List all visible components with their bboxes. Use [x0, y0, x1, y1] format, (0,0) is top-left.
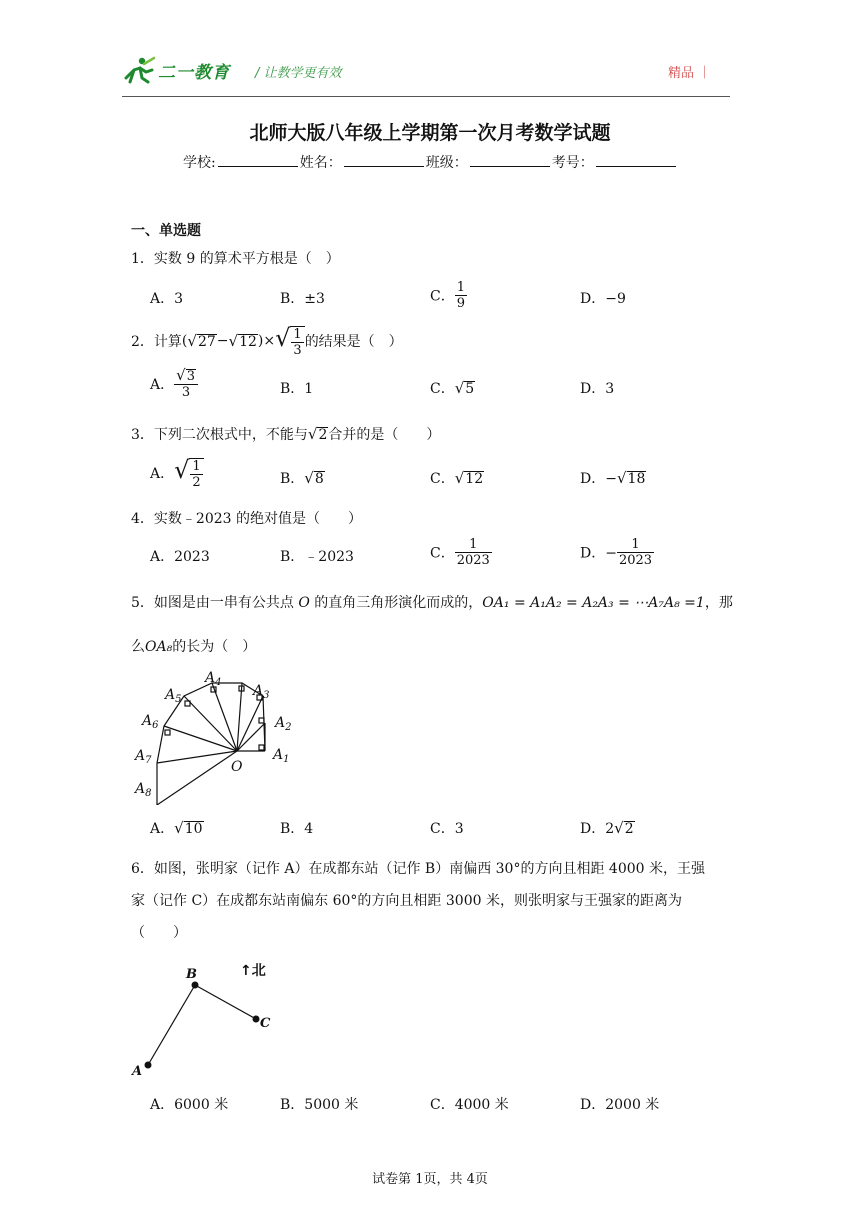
q2-option-c-label: C．: [430, 381, 455, 397]
q2-option-a[interactable]: [150, 368, 198, 400]
q1-option-b[interactable]: B．±3: [280, 291, 325, 307]
point-b-dot: [192, 982, 199, 989]
q3-option-c-sqrt: √12: [454, 469, 484, 487]
class-blank[interactable]: [470, 154, 550, 167]
q3-option-a[interactable]: [150, 456, 204, 490]
question-4-stem: 4．实数﹣2023 的绝对值是（ ）: [131, 511, 362, 527]
q6-option-b[interactable]: B．5000 米: [280, 1097, 359, 1113]
q6-option-c[interactable]: C．4000 米: [430, 1097, 509, 1113]
fig-label-a7: $A_7$: [135, 748, 152, 766]
q4-option-a[interactable]: A．2023: [150, 549, 210, 565]
q5-stem2-pre: 么: [131, 639, 145, 655]
fig-label-a2: $A_2$: [275, 715, 292, 733]
question-3-stem: [131, 424, 440, 444]
q3-option-b-label: B．: [280, 471, 305, 487]
q1-option-a[interactable]: A．3: [150, 291, 184, 307]
student-info-line: [183, 152, 678, 172]
q1-c-numerator: 1: [456, 280, 465, 295]
q5-option-d-sqrt: √2: [614, 819, 634, 837]
q2-sqrt-12: √12: [228, 331, 257, 350]
q5-option-d[interactable]: [580, 818, 635, 838]
q5-stem-o: O: [298, 595, 310, 611]
q5-stem2-oa8: OA₈: [145, 639, 173, 655]
question-5-stem-line-2: [131, 636, 256, 656]
q2-stem-pre: 2．计算: [131, 333, 182, 350]
q5-stem2-post: 的长为（ ）: [172, 639, 257, 655]
q4-option-c-fraction: $\frac{1}{2023}$: [456, 537, 490, 568]
q2-option-a-label: A．: [150, 377, 175, 393]
q2-sqrt-frac: √ $\frac{1}{3}$: [275, 324, 305, 358]
q5-option-c[interactable]: C．3: [430, 821, 464, 837]
question-6-stem-line-3: （ ）: [131, 925, 187, 941]
q5-spiral-triangle-figure: [125, 665, 310, 805]
q2-option-c-sqrt: √5: [454, 379, 475, 397]
question-2-stem: [131, 324, 403, 358]
fig6-label-c: C: [260, 1016, 271, 1031]
fig-label-a5: $A_5$: [165, 687, 182, 705]
question-6-stem-line-2: 家（记作 C）在成都东站南偏东 60°的方向且相距 3000 米，则张明家与王强家的距离为: [131, 893, 682, 909]
q6-option-a[interactable]: A．6000 米: [150, 1097, 229, 1113]
q3-option-a-sqrt: √ $\frac{1}{2}$: [174, 456, 204, 490]
q2-open-paren: (: [181, 332, 188, 349]
fig6-label-b: B: [186, 967, 197, 982]
section-heading: 一、单选题: [131, 223, 201, 239]
school-blank[interactable]: [218, 154, 298, 167]
q3-option-d-sqrt: √18: [616, 469, 646, 487]
q6-option-d[interactable]: D．2000 米: [580, 1097, 660, 1113]
q4-option-d-fraction: $\frac{1}{2023}$: [618, 537, 653, 568]
q2-option-a-fraction: $\frac{√3}{3}$: [174, 368, 198, 400]
q3-stem-sqrt: √2: [307, 425, 328, 443]
quality-badge: 精品 ｜: [668, 66, 712, 81]
fig-label-o: O: [231, 759, 243, 775]
question-6-stem-line-1: 6．如图，张明家（记作 A）在成都东站（记作 B）南偏西 30°的方向且相距 4000 米，王强: [131, 861, 705, 877]
q5-option-a-label: A．: [150, 821, 175, 837]
q1-option-d[interactable]: D．−9: [580, 291, 626, 307]
point-a-dot: [145, 1062, 152, 1069]
header-divider: [122, 96, 730, 97]
q5-stem-equation: OA₁ = A₁A₂ = A₂A₃ = ⋯A₇A₈ =1: [482, 595, 705, 611]
number-blank[interactable]: [596, 154, 676, 167]
q5-option-b[interactable]: B．4: [280, 821, 314, 837]
fig-label-a8: $A_8$: [135, 781, 152, 799]
q5-stem-mid: 的直角三角形演化而成的，: [309, 595, 483, 611]
q2-option-c[interactable]: [430, 378, 475, 398]
logo-runner-icon: [120, 56, 158, 84]
q1-option-c-label: C．: [430, 288, 455, 305]
q3-option-c[interactable]: [430, 468, 484, 488]
page-footer: 试卷第 1页，共 4页: [372, 1172, 488, 1187]
north-arrow-label: ↑北: [240, 963, 266, 979]
q3-stem-post: 合并的是（ ）: [328, 427, 441, 443]
q5-option-a[interactable]: [150, 818, 204, 838]
brand-logo-text: 二一教育: [158, 63, 230, 83]
q5-stem-end: ，那: [704, 595, 733, 611]
q3-option-c-label: C．: [430, 471, 455, 487]
fig-label-a1: $A_1$: [273, 747, 290, 765]
q4-option-c[interactable]: [430, 537, 492, 568]
name-label: 姓名：: [299, 155, 342, 171]
q3-option-b[interactable]: [280, 468, 325, 488]
q5-option-d-label: D．2: [580, 821, 615, 837]
q2-times: )×: [257, 332, 276, 349]
q2-minus: −: [216, 332, 229, 349]
q6-direction-figure: [128, 955, 288, 1080]
q1-option-c-fraction: [455, 280, 467, 311]
q3-option-b-sqrt: √8: [304, 469, 324, 487]
q3-option-a-label: A．: [150, 465, 175, 482]
class-label: 班级：: [425, 155, 468, 171]
q2-option-d[interactable]: D．3: [580, 381, 615, 397]
q2-stem-post: 的结果是（ ）: [304, 333, 403, 350]
brand-slogan: / 让教学更有效: [255, 66, 342, 81]
school-label: 学校:: [183, 155, 216, 171]
fig-label-a3: $A_3$: [253, 683, 270, 701]
q2-sqrt-27: √27: [187, 331, 216, 350]
fig-label-a4: $A_4$: [205, 670, 222, 688]
q3-option-d-label: D．−: [580, 471, 617, 487]
question-5-stem-line-1: [131, 592, 733, 612]
q3-stem-pre: 3．下列二次根式中，不能与: [131, 427, 308, 443]
q3-option-d[interactable]: [580, 468, 646, 488]
q5-option-a-sqrt: √10: [174, 819, 203, 837]
q4-option-d-label: D．−: [580, 545, 617, 562]
q4-option-b[interactable]: B．﹣2023: [280, 549, 354, 565]
fig6-label-a: A: [132, 1064, 143, 1079]
page-title: 北师大版八年级上学期第一次月考数学试题: [249, 122, 611, 144]
name-blank[interactable]: [344, 154, 424, 167]
q1-option-c[interactable]: [430, 280, 467, 311]
q5-stem-pre: 5．如图是由一串有公共点: [131, 595, 299, 611]
q1-c-denominator: 9: [456, 296, 465, 311]
q2-option-b[interactable]: B．1: [280, 381, 314, 397]
point-c-dot: [253, 1016, 260, 1023]
number-label: 考号：: [551, 155, 594, 171]
q4-option-c-label: C．: [430, 545, 455, 562]
fig-label-a6: $A_6$: [142, 713, 159, 731]
q4-option-d[interactable]: [580, 537, 654, 568]
question-1-stem: 1．实数 9 的算术平方根是（ ）: [131, 251, 340, 267]
